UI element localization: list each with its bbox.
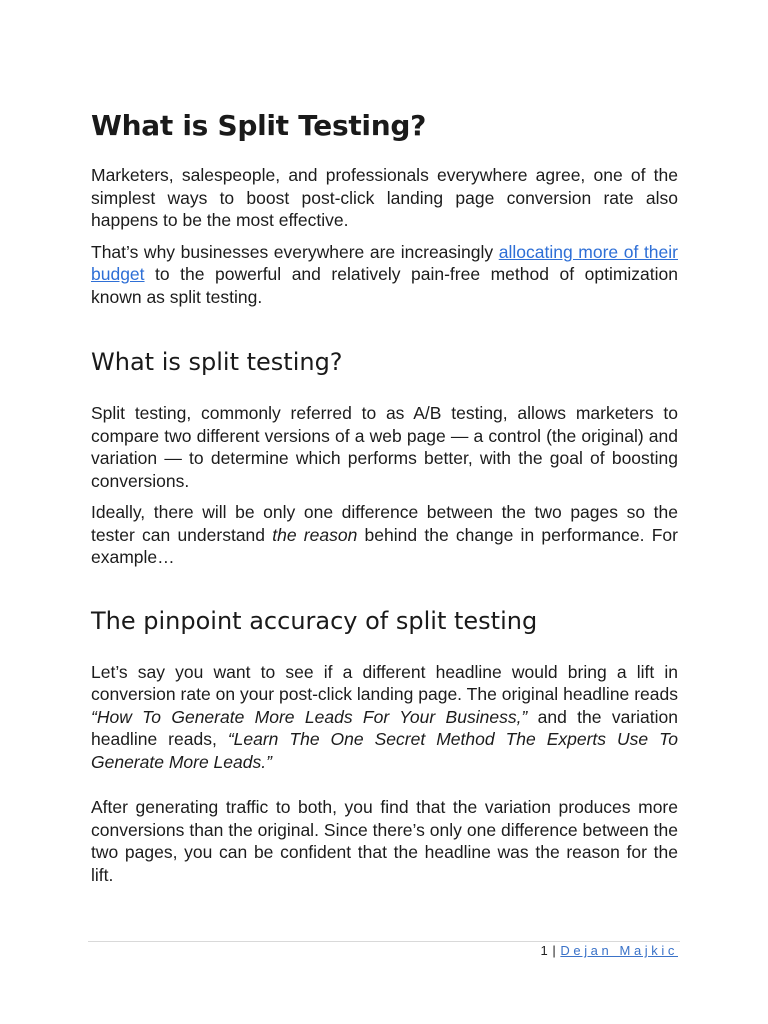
variation-headline-quote: “Learn The One Secret Method The Experts Use To Generate More Leads.” [91, 729, 678, 772]
intro-p2-text-before: That’s why businesses everywhere are increasingly [91, 241, 499, 262]
document-title: What is Split Testing? [91, 109, 427, 142]
original-headline-quote: “How To Generate More Leads For Your Business,” [91, 706, 528, 727]
intro-paragraph-1: Marketers, salespeople, and professionals everywhere agree, one of the simplest ways to boost post-click landing page conversion rate also happens to be the most effective. [91, 165, 678, 230]
document-body [91, 108, 678, 886]
section1-paragraph-2 [91, 501, 678, 569]
section1-p2-text-after: behind the change in performance. For example… [91, 524, 678, 567]
section1-p2-text-before: Ideally, there will be only one difference between the two pages so the tester can understand [91, 502, 678, 545]
section1-p2-emphasis: the reason [272, 524, 358, 545]
intro-paragraph-2 [91, 241, 678, 309]
budget-link[interactable]: allocating more of their budget [91, 241, 678, 284]
author-link[interactable]: Dejan Majkic [560, 943, 678, 958]
section2-heading: The pinpoint accuracy of split testing [91, 606, 538, 635]
section1-heading: What is split testing? [91, 348, 343, 376]
section2-paragraph-2: After generating traffic to both, you find that the variation produces more conversions than the original. Since there’s only one difference between the two pages, you can be confident that the headline was the reason for the lift. [91, 797, 678, 885]
page-number: 1 [540, 943, 549, 958]
footer-separator: | [548, 943, 561, 958]
intro-p2-text-after: to the powerful and relatively pain-free method of optimization known as split testing. [91, 264, 678, 307]
section2-p1-text-mid: and the variation headline reads, [91, 706, 678, 749]
page-footer [541, 943, 678, 958]
section2-p1-text-before: Let’s say you want to see if a different headline would bring a lift in conversion rate on your post-click landing page. The original headline reads [91, 661, 678, 704]
section1-paragraph-1: Split testing, commonly referred to as A/B testing, allows marketers to compare two different versions of a web page — a control (the original) and variation — to determine which performs better, with the goal of boosting conversions. [91, 403, 678, 491]
footer-divider [88, 941, 680, 942]
section2-paragraph-1 [91, 661, 678, 774]
